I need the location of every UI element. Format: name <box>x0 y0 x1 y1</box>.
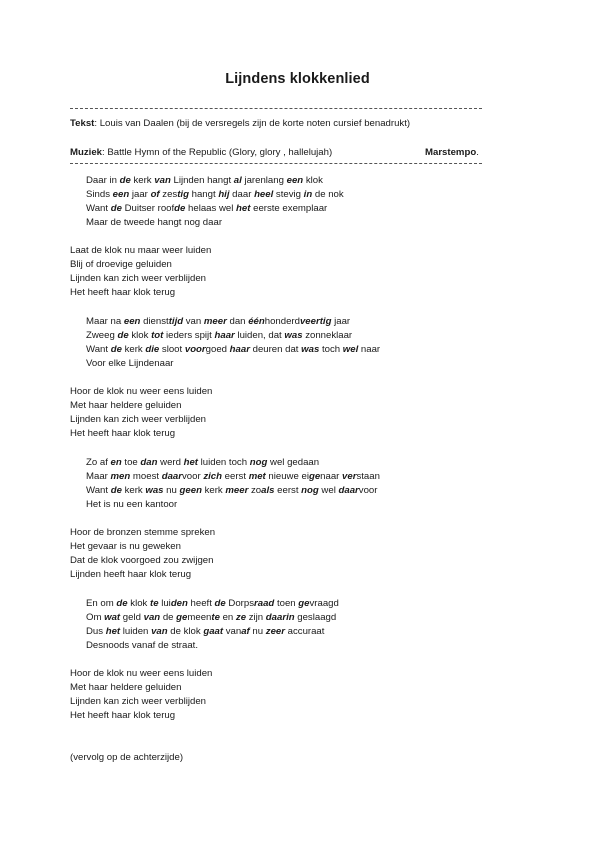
lyric-text: sloot <box>159 344 185 355</box>
lyric-text: helaas wel <box>185 203 237 214</box>
lyric-text: Zweeg <box>86 330 118 341</box>
lyric-text: zonneklaar <box>302 330 353 341</box>
short-note-text: was <box>145 485 164 496</box>
lyric-text: Lijnden heeft haar klok terug <box>70 569 192 580</box>
lyric-text: naar <box>320 471 343 482</box>
lyric-text: meen <box>187 612 212 623</box>
lyric-text: wel <box>318 485 339 496</box>
lyric-line <box>86 484 380 498</box>
short-note-text: als <box>261 485 275 496</box>
lyric-line <box>86 188 344 202</box>
short-note-text: één <box>248 316 265 327</box>
lyric-text: Want <box>86 203 111 214</box>
lyric-text: Het is nu een kantoor <box>86 499 178 510</box>
short-note-text: ge <box>298 598 310 609</box>
lyric-text: wel gedaan <box>267 457 320 468</box>
divider-bottom <box>70 163 482 164</box>
lyric-text: heeft <box>187 598 215 609</box>
short-note-text: gaat <box>203 626 224 637</box>
lyric-text: luiden, dat <box>234 330 285 341</box>
lyric-line <box>86 611 339 625</box>
lyric-text: Lijnden kan zich weer verblijden <box>70 273 206 284</box>
short-note-text: de <box>119 175 131 186</box>
lyric-line <box>70 568 215 582</box>
chorus-6 <box>70 526 215 582</box>
lyric-line <box>70 526 215 540</box>
lyric-text: vraagd <box>309 598 339 609</box>
lyric-text: de nok <box>312 189 344 200</box>
lyric-text: luiden toch <box>198 457 250 468</box>
lyric-line <box>86 357 380 371</box>
lyric-text: Desnoods vanaf de straat. <box>86 640 198 651</box>
lyric-text: Sinds <box>86 189 113 200</box>
short-note-text: ge <box>308 471 321 482</box>
lyric-text: zijn <box>246 612 266 623</box>
lyric-text: Maar de tweede hangt nog daar <box>86 217 223 228</box>
lyric-line <box>86 597 339 611</box>
music-credit-label: Muziek <box>70 147 102 158</box>
short-note-text: veer <box>299 316 320 327</box>
lyric-text: Dorps <box>225 598 255 609</box>
lyric-text: Het heeft haar klok terug <box>70 710 176 721</box>
lyric-text: eerst <box>274 485 302 496</box>
short-note-text: dan <box>140 457 158 468</box>
lyric-text: Laat de klok nu maar weer luiden <box>70 245 212 256</box>
lyric-text: Lijnden kan zich weer verblijden <box>70 696 206 707</box>
short-note-text: zeer <box>265 626 285 637</box>
short-note-text: in <box>286 612 295 623</box>
lyric-text: geld <box>120 612 144 623</box>
short-note-text: de <box>110 485 122 496</box>
short-note-text: af <box>241 626 250 637</box>
lyric-text: Duitser roof <box>121 203 175 214</box>
lyric-text: toen <box>274 598 299 609</box>
short-note-text: met <box>248 471 266 482</box>
short-note-text: wat <box>104 612 121 623</box>
lyric-text: Om <box>86 612 105 623</box>
lyric-text: in <box>109 175 120 186</box>
lyric-line <box>70 385 212 399</box>
short-note-text: zich <box>203 471 223 482</box>
lyric-text: plaar <box>305 203 328 214</box>
lyric-line <box>86 498 380 512</box>
short-note-text: meer <box>203 316 227 327</box>
lyric-text: toch <box>319 344 343 355</box>
lyric-text: voor <box>182 471 204 482</box>
lyric-line <box>86 639 339 653</box>
music-credit <box>70 147 479 159</box>
tempo-suffix: . <box>476 147 479 158</box>
lyric-text: Voor elke Lijndenaar <box>86 358 174 369</box>
lyric-text: stevig <box>273 189 304 200</box>
lyric-text: werd <box>157 457 184 468</box>
lyric-text: klok <box>303 175 323 186</box>
lyric-text: nu <box>163 485 180 496</box>
lyric-line <box>86 216 344 230</box>
lyric-text: kerk <box>121 485 146 496</box>
lyric-line <box>70 244 211 258</box>
text-credit-label: Tekst <box>70 118 95 129</box>
lyric-text: naar <box>358 344 381 355</box>
lyric-line <box>70 667 212 681</box>
lyric-text: goed <box>205 344 230 355</box>
lyric-text: kerk <box>130 175 155 186</box>
short-note-text: nog <box>301 485 319 496</box>
lyric-line <box>70 258 211 272</box>
short-note-text: van <box>143 612 161 623</box>
short-note-text: de <box>110 203 122 214</box>
short-note-text: het <box>236 203 251 214</box>
chorus-8 <box>70 667 212 723</box>
lyric-line <box>86 470 380 484</box>
short-note-text: het <box>105 626 121 637</box>
lyric-text: Maar <box>86 471 111 482</box>
lyric-text: van <box>223 626 242 637</box>
lyric-text: nieuwe ei <box>265 471 309 482</box>
lyric-line <box>86 174 344 188</box>
lyric-line <box>70 399 212 413</box>
lyric-text: Blij of droevige geluiden <box>70 259 172 270</box>
lyric-line <box>70 413 212 427</box>
lyric-text: daar <box>229 189 255 200</box>
lyric-text: kerk <box>121 344 146 355</box>
lyric-text: toe <box>121 457 141 468</box>
lyric-line <box>70 554 215 568</box>
short-note-text: wel <box>342 344 359 355</box>
lyric-text: ieders spijt <box>163 330 215 341</box>
short-note-text: tig <box>177 189 189 200</box>
short-note-text: men <box>110 471 131 482</box>
short-note-text: haar <box>229 344 250 355</box>
lyric-text: klok <box>127 598 151 609</box>
lyric-text: nu <box>249 626 266 637</box>
verse-7 <box>86 597 339 653</box>
lyric-text: zes <box>159 189 178 200</box>
short-note-text: van <box>151 626 168 637</box>
lyric-text: Hoor de klok nu weer eens luiden <box>70 668 213 679</box>
divider-top <box>70 108 482 109</box>
short-note-text: in <box>303 189 313 200</box>
lyric-line <box>70 540 215 554</box>
lyric-text: moest <box>130 471 162 482</box>
lyric-text: accuraat <box>284 626 325 637</box>
lyric-text: Het heeft haar klok terug <box>70 428 176 439</box>
verse-1 <box>86 174 344 230</box>
short-note-text: nog <box>249 457 268 468</box>
short-note-text: daar <box>265 612 287 623</box>
lyric-text: staan <box>356 471 380 482</box>
short-note-text: den <box>170 598 188 609</box>
lyric-text: hangt <box>188 189 219 200</box>
lyric-text: Hoor de bronzen stemme spreken <box>70 527 216 538</box>
lyric-text: Lijnden hangt <box>170 175 234 186</box>
short-note-text: ze <box>235 612 247 623</box>
short-note-text: tot <box>151 330 164 341</box>
lyric-text: luiden <box>120 626 152 637</box>
short-note-text: de <box>214 598 226 609</box>
lyric-line <box>70 427 212 441</box>
lyric-text: dan <box>226 316 249 327</box>
short-note-text: te <box>150 598 159 609</box>
short-note-text: daar <box>161 471 182 482</box>
chorus-2 <box>70 244 211 300</box>
lyric-text: zo <box>248 485 262 496</box>
short-note-text: hij <box>218 189 230 200</box>
short-note-text: heel <box>254 189 274 200</box>
short-note-text: een <box>112 189 130 200</box>
short-note-text: meer <box>225 485 249 496</box>
short-note-text: te <box>211 612 220 623</box>
lyric-line <box>86 625 339 639</box>
verse-3 <box>86 315 380 371</box>
chorus-4 <box>70 385 212 441</box>
short-note-text: tijd <box>168 316 184 327</box>
verse-5 <box>86 456 380 512</box>
lyric-text: van <box>183 316 204 327</box>
lyric-text: kerk <box>201 485 226 496</box>
lyric-text: dienst <box>140 316 169 327</box>
lyric-text: eerst <box>222 471 249 482</box>
short-note-text: voor <box>184 344 206 355</box>
short-note-text: een <box>123 316 141 327</box>
lyric-line <box>86 202 344 216</box>
short-note-text: de <box>116 598 128 609</box>
short-note-text: van <box>154 175 171 186</box>
lyric-text: jaar <box>129 189 151 200</box>
short-note-text: haar <box>214 330 235 341</box>
lyric-text: jaar <box>331 316 351 327</box>
lyric-text: en <box>219 612 236 623</box>
lyric-line <box>86 329 380 343</box>
short-note-text: en <box>110 457 122 468</box>
short-note-text: was <box>284 330 303 341</box>
lyric-line <box>70 286 211 300</box>
short-note-text: of <box>150 189 160 200</box>
lyric-line <box>70 695 212 709</box>
tempo-marking <box>425 147 479 159</box>
lyric-text: lui <box>158 598 171 609</box>
lyric-line <box>86 315 380 329</box>
lyric-text: Lijnden kan zich weer verblijden <box>70 414 206 425</box>
short-note-text: ver <box>342 471 357 482</box>
short-note-text: daar <box>338 485 359 496</box>
lyric-text: Dus <box>86 626 106 637</box>
short-note-text: het <box>183 457 198 468</box>
lyric-text: eerste exem <box>250 203 306 214</box>
short-note-text: de <box>174 203 186 214</box>
lyric-line <box>70 709 212 723</box>
lyric-text: Daar <box>86 175 110 186</box>
short-note-text: geen <box>179 485 202 496</box>
page-title: Lijndens klokkenlied <box>225 71 370 87</box>
lyric-text: Het gevaar is nu geweken <box>70 541 181 552</box>
lyric-line <box>86 456 380 470</box>
short-note-text: die <box>145 344 160 355</box>
short-note-text: de <box>117 330 129 341</box>
lyric-text: Met haar heldere geluiden <box>70 682 182 693</box>
short-note-text: was <box>301 344 320 355</box>
lyric-text: honderd <box>264 316 300 327</box>
lyric-text: de <box>160 612 177 623</box>
lyric-text: deuren dat <box>249 344 302 355</box>
lyric-text: geslaagd <box>294 612 337 623</box>
lyric-text: Want <box>86 344 111 355</box>
lyric-line <box>70 272 211 286</box>
short-note-text: de <box>110 344 122 355</box>
text-credit <box>70 118 410 130</box>
lyric-text: voor <box>358 485 378 496</box>
lyric-text: Het heeft haar klok terug <box>70 287 176 298</box>
tempo-label: Marstempo <box>425 147 477 158</box>
lyric-text: Maar na <box>86 316 124 327</box>
short-note-text: ge <box>176 612 188 623</box>
lyric-text: klok <box>128 330 152 341</box>
lyric-line <box>86 343 380 357</box>
short-note-text: al <box>233 175 242 186</box>
lyric-text: Want <box>86 485 111 496</box>
lyric-text: de klok <box>167 626 204 637</box>
lyric-text: Dat de klok voorgoed zou zwijgen <box>70 555 214 566</box>
text-credit-value: : Louis van Daalen (bij de versregels zijn de korte noten cursief benadrukt) <box>94 118 411 129</box>
continued-note: (vervolg op de achterzijde) <box>70 752 184 763</box>
short-note-text: tig <box>319 316 332 327</box>
lyric-text: jarenlang <box>241 175 287 186</box>
lyric-text: En om <box>86 598 117 609</box>
short-note-text: raad <box>254 598 275 609</box>
lyric-text: Hoor de klok nu weer eens luiden <box>70 386 213 397</box>
lyric-line <box>70 681 212 695</box>
music-credit-value: : Battle Hymn of the Republic (Glory, glory , hallelujah) <box>102 147 333 158</box>
lyric-text: Met haar heldere geluiden <box>70 400 182 411</box>
lyric-text: Zo af <box>86 457 111 468</box>
short-note-text: een <box>286 175 304 186</box>
